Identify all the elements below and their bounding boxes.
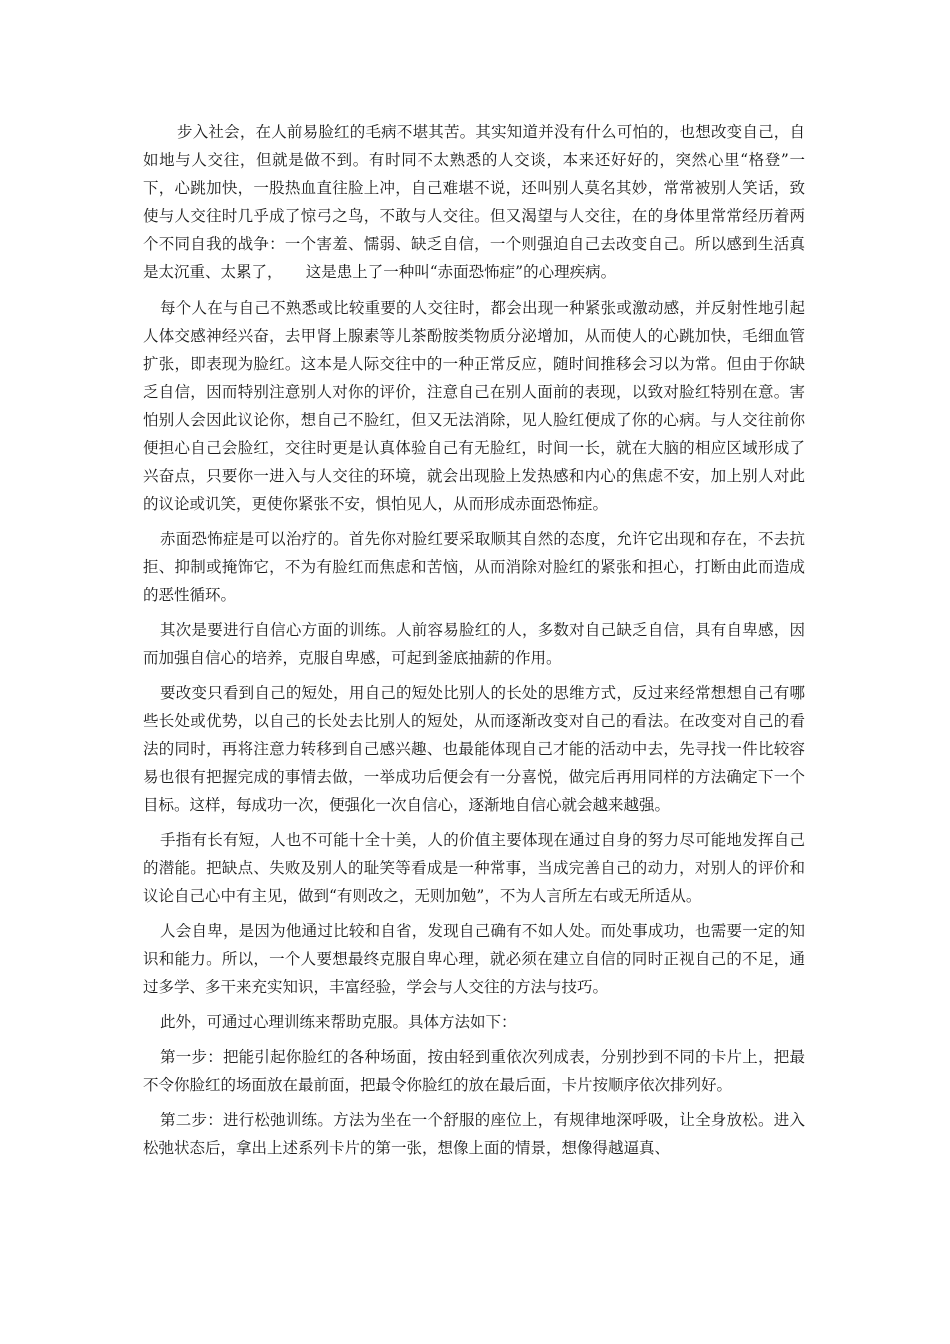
paragraph-step-one: 第一步：把能引起你脸红的各种场面，按由轻到重依次列成表，分别抄到不同的卡片上，把最不令你脸红的场面放在最前面，把最令你脸红的放在最后面，卡片按顺序依次排列好。 [143,1048,805,1094]
paragraph-change-thinking: 要改变只看到自己的短处，用自己的短处比别人的长处的思维方式，反过来经常想想自己有哪些长处或优势，以自己的长处去比别人的短处，从而逐渐改变对自己的看法。在改变对自己的看法的同时，再将注意力转移到自己感兴趣、也最能体现自己才能的活动中去，先寻找一件比较容易也很有把握完成的事情去做，一举成功后便会有一分喜悦，做完后再用同样的方法确定下一个目标。这样，每成功一次，便强化一次自信心，逐渐地自信心就会越来越强。 [143,684,805,814]
paragraph-treatment: 赤面恐怖症是可以治疗的。首先你对脸红要采取顺其自然的态度，允许它出现和存在，不去抗拒、抑制或掩饰它，不为有脸红而焦虑和苦恼，从而消除对脸红的紧张和担心，打断由此而造成的恶性循环。 [143,530,805,604]
paragraph-self-worth: 手指有长有短，人也不可能十全十美，人的价值主要体现在通过自身的努力尽可能地发挥自己的潜能。把缺点、失败及别人的耻笑等看成是一种常事，当成完善自己的动力，对别人的评价和议论自己心中有主见，做到“有则改之，无则加勉”，不为人言所左右或无所适从。 [143,831,805,905]
paragraph-step-two: 第二步：进行松弛训练。方法为坐在一个舒服的座位上，有规律地深呼吸，让全身放松。进入松弛状态后，拿出上述系列卡片的第一张，想像上面的情景，想像得越逼真、 [143,1111,805,1157]
paragraph-psych-training-intro: 此外，可通过心理训练来帮助克服。具体方法如下： [160,1013,517,1031]
paragraph-inferiority: 人会自卑，是因为他通过比较和自省，发现自己确有不如人处。而处事成功，也需要一定的知识和能力。所以，一个人要想最终克服自卑心理，就必须在建立自信的同时正视自己的不足，通过多学、多干来充实知识，丰富经验，学会与人交往的方法与技巧。 [143,922,805,996]
document-body [143,118,805,1169]
paragraph-confidence-training: 其次是要进行自信心方面的训练。人前容易脸红的人，多数对自己缺乏自信，具有自卑感，因而加强自信心的培养，克服自卑感，可起到釜底抽薪的作用。 [143,621,805,667]
paragraph-intro: 步入社会，在人前易脸红的毛病不堪其苦。其实知道并没有什么可怕的，也想改变自己，自如地与人交往，但就是做不到。有时同不太熟悉的人交谈，本来还好好的，突然心里“格登”一下，心跳加快，一股热血直往脸上冲，自己难堪不说，还叫别人莫名其妙，常常被别人笑话，致使与人交往时几乎成了惊弓之鸟，不敢与人交往。但又渴望与人交往，在的身体里常常经历着两个不同自我的战争：一个害羞、懦弱、缺乏自信，一个则强迫自己去改变自己。所以感到生活真是太沉重、太累了， 这是患上了一种叫“赤面恐怖症”的心理疾病。 [143,123,805,281]
paragraph-cause: 每个人在与自己不熟悉或比较重要的人交往时，都会出现一种紧张或激动感，并反射性地引起人体交感神经兴奋，去甲肾上腺素等儿茶酚胺类物质分泌增加，从而使人的心跳加快，毛细血管扩张，即表现为脸红。这本是人际交往中的一种正常反应，随时间推移会习以为常。但由于你缺乏自信，因而特别注意别人对你的评价，注意自己在别人面前的表现，以致对脸红特别在意。害怕别人会因此议论你，想自己不脸红，但又无法消除，见人脸红便成了你的心病。与人交往前你便担心自己会脸红，交往时更是认真体验自己有无脸红，时间一长，就在大脑的相应区域形成了兴奋点，只要你一进入与人交往的环境，就会出现脸上发热感和内心的焦虑不安，加上别人对此的议论或讥笑，更使你紧张不安，惧怕见人，从而形成赤面恐怖症。 [143,299,805,513]
